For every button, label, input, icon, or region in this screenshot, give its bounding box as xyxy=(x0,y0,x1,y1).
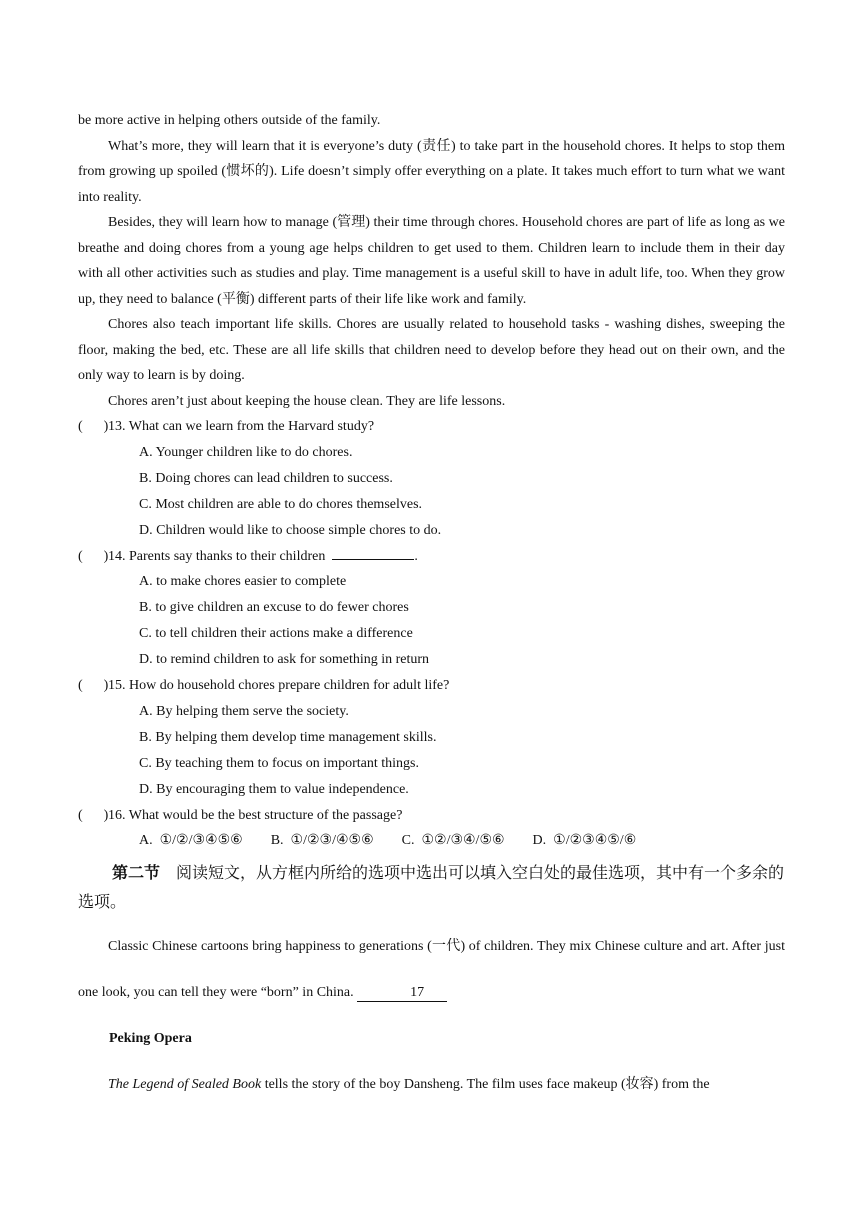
passage-2-paragraph-1 xyxy=(78,924,785,1016)
question-14 xyxy=(78,544,785,674)
answer-blank[interactable]: ( ) xyxy=(78,678,109,693)
option-c: C. to tell children their actions make a difference xyxy=(139,626,413,641)
option-row xyxy=(78,828,785,854)
fill-blank-line[interactable] xyxy=(332,559,414,560)
option-d: D. Children would like to choose simple chores to do. xyxy=(139,522,442,538)
question-stem xyxy=(78,673,785,699)
option-c: C. ①②/③④/⑤⑥ xyxy=(401,833,505,848)
question-13 xyxy=(78,414,785,544)
film-title: The Legend of Sealed Book xyxy=(108,1076,262,1092)
paragraph-intro-tail: be more active in helping others outside of the family. xyxy=(78,113,381,128)
answer-blank[interactable]: ( ) xyxy=(78,548,109,564)
option-b: B. ①/②③/④⑤⑥ xyxy=(270,833,374,848)
answer-blank[interactable]: ( ) xyxy=(78,807,109,823)
subheading-peking-opera: Peking Opera xyxy=(109,1030,192,1046)
option-b: B. to give children an excuse to do fewer chores xyxy=(139,600,409,615)
option-d: D. to remind children to ask for something in return xyxy=(139,652,430,667)
section-instruction-text: 阅读短文，从方框内所给的选项中选出可以填入空白处的最佳选项，其中有一个多余的选项。 xyxy=(78,862,785,911)
paragraph-life-skills: Chores also teach important life skills. Chores are usually related to household tasks - washing dishes, sweeping the floor, making the bed, etc. These are all life skills that children need to develop before they head out on their own, and the only way to learn is by doing. xyxy=(78,317,785,383)
option-c: C. By teaching them to focus on important things. xyxy=(139,755,419,771)
section-label: 第二节 xyxy=(112,862,161,882)
question-16 xyxy=(78,803,785,854)
paragraph-duty: What’s more, they will learn that it is everyone’s duty (责任) to take part in the household chores. It helps to stop them from growing up spoiled (惯坏的). Life doesn’t simply offer everything on a plate. It takes much effort to turn what we want into reality. xyxy=(78,138,785,205)
question-text: 16. What would be the best structure of the passage? xyxy=(108,807,403,823)
option-a: A. to make chores easier to complete xyxy=(139,574,347,589)
question-text: 13. What can we learn from the Harvard study? xyxy=(108,419,375,434)
paragraph-closing: Chores aren’t just about keeping the house clean. They are life lessons. xyxy=(108,393,506,409)
option-a: A. By helping them serve the society. xyxy=(139,703,349,719)
question-stem xyxy=(78,544,785,570)
option-a: A. ①/②/③④⑤⑥ xyxy=(139,833,243,848)
paragraph-text: tells the story of the boy Dansheng. The film uses face makeup (妆容) from the xyxy=(261,1076,710,1092)
option-a: A. Younger children like to do chores. xyxy=(139,444,353,460)
option-d: D. By encouraging them to value independence. xyxy=(139,781,409,797)
question-text: 14. Parents say thanks to their children xyxy=(108,548,326,564)
answer-blank[interactable]: ( ) xyxy=(78,419,109,434)
question-text-end: . xyxy=(414,548,418,564)
option-d: D. ①/②③④⑤/⑥ xyxy=(532,833,637,848)
passage-2-paragraph-2 xyxy=(78,1062,785,1108)
question-15 xyxy=(78,673,785,803)
paragraph-text: Classic Chinese cartoons bring happiness to generations (一代) of children. They mix Chinese culture and art. After just one look, you can tell they were “born” in China. xyxy=(78,938,785,1000)
question-text: 15. How do household chores prepare children for adult life? xyxy=(108,678,450,693)
document-page xyxy=(78,108,785,1108)
option-c: C. Most children are able to do chores themselves. xyxy=(139,496,423,512)
section-2-instruction xyxy=(78,858,785,916)
option-b: B. Doing chores can lead children to success. xyxy=(139,470,393,486)
option-b: B. By helping them develop time management skills. xyxy=(139,729,437,745)
fill-blank-17[interactable]: 17 xyxy=(357,985,447,1002)
question-stem xyxy=(78,414,785,440)
paragraph-time-management: Besides, they will learn how to manage (管理) their time through chores. Household chores are part of life as long as we breathe and doing chores from a young age helps children to get used to them. Children learn to include them in their day with all other activities such as studies and play. Time management is a useful skill to have in adult life, too. When they grow up, they need to balance (平衡) different parts of their life like work and family. xyxy=(78,215,785,307)
question-stem xyxy=(78,803,785,829)
